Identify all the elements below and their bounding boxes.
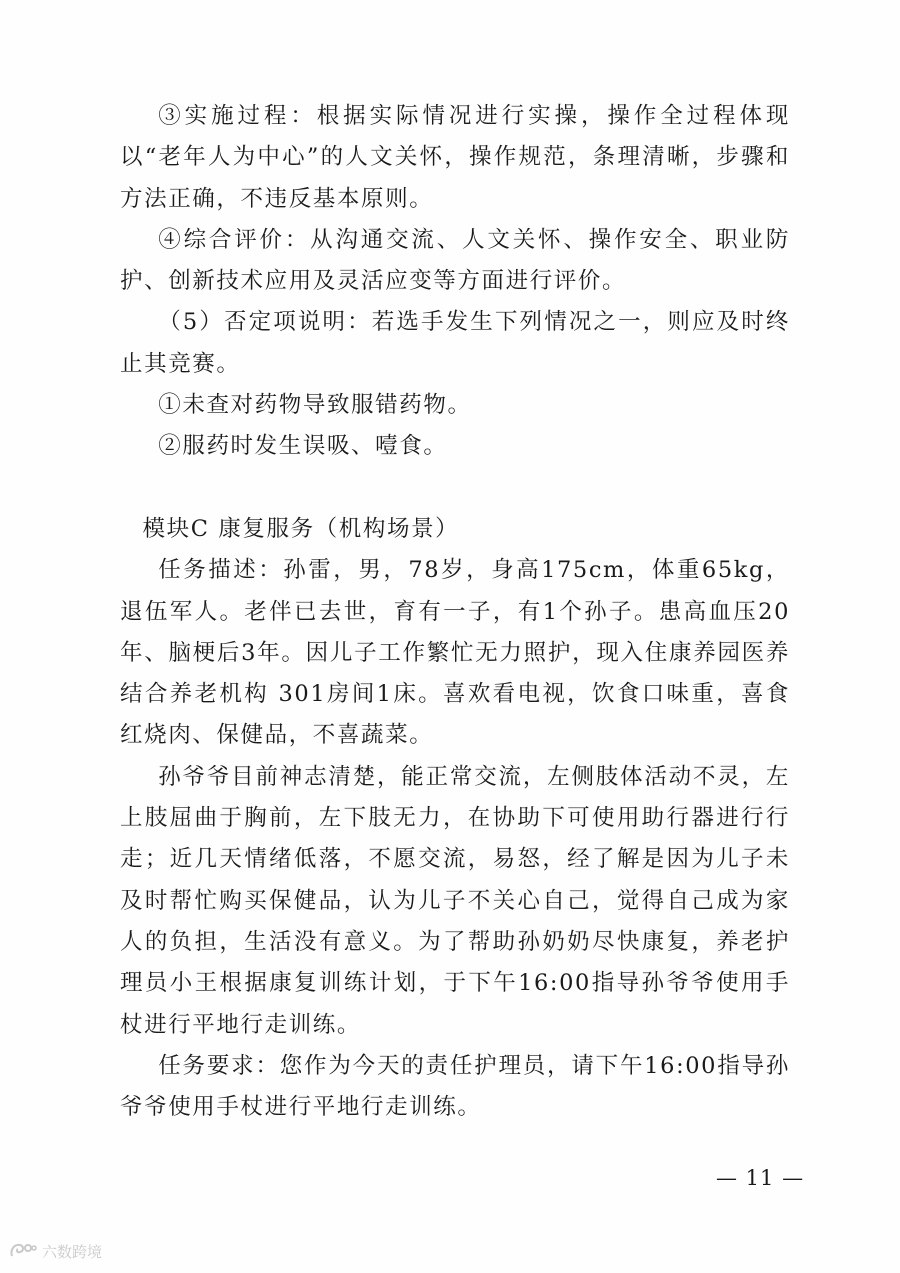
paragraph-task-requirement: 任务要求：您作为今天的责任护理员，请下午16:00指导孙爷爷使用手杖进行平地行走训练。 (120, 1052, 790, 1121)
module-heading: 模块C 康复服务（机构场景） (142, 515, 460, 542)
paragraph-spacer (120, 468, 790, 509)
page-number: — 11 — (716, 1166, 805, 1190)
watermark (8, 1240, 102, 1262)
paragraph-patient-status: 孙爷爷目前神志清楚，能正常交流，左侧肢体活动不灵，左上肢屈曲于胸前，左下肢无力，在协助下可使用助行器进行行走；近几天情绪低落，不愿交流，易怒，经了解是因为儿子未及时帮忙购买保健品，认为儿子不关心自己，觉得自己成为家人的负担，生活没有意义。为了帮助孙奶奶尽快康复，养老护理员小王根据康复训练计划，于下午16:00指导孙爷爷使用手杖进行平地行走训练。 (120, 763, 790, 1038)
paragraph-comprehensive-evaluation: ④综合评价：从沟通交流、人文关怀、操作安全、职业防护、创新技术应用及灵活应变等方面进行评价。 (120, 226, 790, 295)
watermark-text: 六数跨境 (42, 1242, 103, 1261)
watermark-logo-icon (8, 1240, 38, 1262)
paragraph-negation-item-2: ②服药时发生误吸、噎食。 (158, 433, 448, 460)
paragraph-task-description: 任务描述：孙雷，男，78岁，身高175cm，体重65kg，退伍军人。老伴已去世，育有一子，有1个孙子。患高血压20年、脑梗后3年。因儿子工作繁忙无力照护，现入住康养园医养结合养老机构 301房间1床。喜欢看电视，饮食口味重，喜食红烧肉、保健品，不喜蔬菜。 (120, 557, 790, 749)
document-body (120, 96, 790, 1128)
paragraph-negation-items: （5）否定项说明：若选手发生下列情况之一，则应及时终止其竞赛。 (120, 309, 790, 377)
paragraph-implementation-process: ③实施过程：根据实际情况进行实操，操作全过程体现以“老年人为中心”的人文关怀，操作规范，条理清晰，步骤和方法正确，不违反基本原则。 (120, 103, 790, 212)
paragraph-negation-item-1: ①未查对药物导致服错药物。 (158, 392, 472, 419)
